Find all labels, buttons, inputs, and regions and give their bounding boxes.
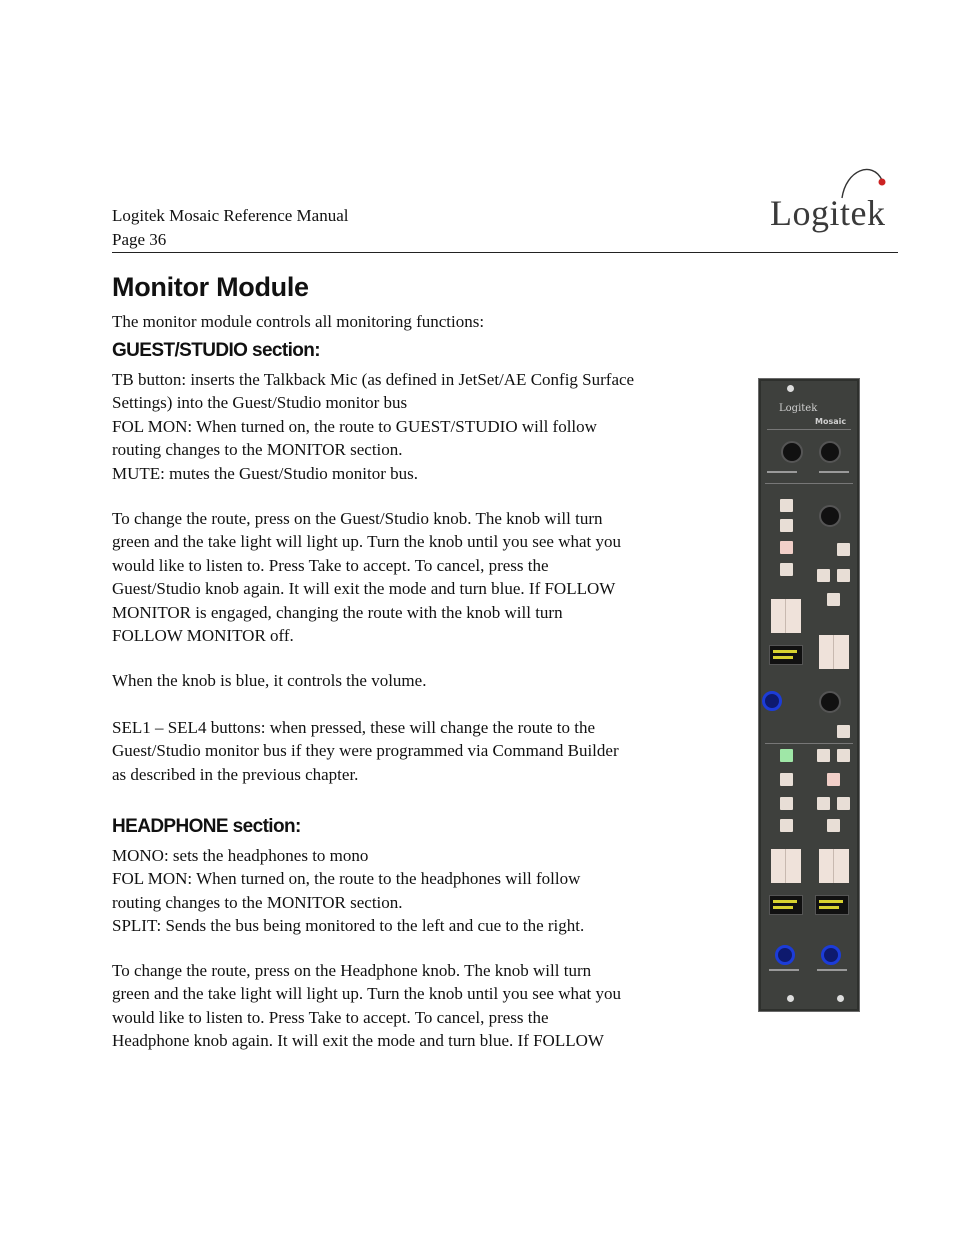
mute-button xyxy=(780,541,793,554)
fol-mon-button xyxy=(780,519,793,532)
panel-button xyxy=(780,563,793,576)
panel-button xyxy=(837,797,850,810)
panel-brand: Logitek xyxy=(779,403,818,414)
logitek-logo xyxy=(764,158,899,238)
monitor-knob xyxy=(819,505,841,527)
guest-studio-knob xyxy=(762,691,782,711)
panel-button-lit xyxy=(780,749,793,762)
sel-button-block xyxy=(819,635,849,669)
panel-button xyxy=(827,819,840,832)
oled-display xyxy=(769,645,803,665)
sel-button-block xyxy=(771,849,801,883)
section-heading-headphone: HEADPHONE section: xyxy=(112,816,301,837)
panel-button xyxy=(837,543,850,556)
oled-display xyxy=(815,895,849,915)
sel-button-block xyxy=(771,599,801,633)
monitor-module-photo xyxy=(758,378,860,1012)
take-button xyxy=(827,593,840,606)
paragraph-headphone-buttons: MONO: sets the headphones to mono FOL MON: When turned on, the route to the headphones will follow routing changes to the MONITOR section. SPLIT: Sends the bus being monitored to the left and cue to the right. xyxy=(112,846,585,936)
panel-button xyxy=(837,569,850,582)
mono-button xyxy=(780,773,793,786)
panel-button xyxy=(817,797,830,810)
headphone-knob xyxy=(775,945,795,965)
panel-label xyxy=(769,969,799,971)
panel-button xyxy=(817,569,830,582)
tb-button xyxy=(780,499,793,512)
page-number: Page 36 xyxy=(112,229,167,249)
screw-icon xyxy=(787,385,794,392)
panel-label xyxy=(767,471,797,473)
panel-button xyxy=(827,773,840,786)
intro-text: The monitor module controls all monitoring functions: xyxy=(112,312,485,331)
page-title: Monitor Module xyxy=(112,272,309,302)
screw-icon xyxy=(787,995,794,1002)
knob-icon xyxy=(781,441,803,463)
headphone-knob xyxy=(821,945,841,965)
panel-button xyxy=(817,749,830,762)
section-heading-guest-studio: GUEST/STUDIO section: xyxy=(112,340,321,361)
knob-icon xyxy=(819,691,841,713)
paragraph-knob-blue: When the knob is blue, it controls the volume. xyxy=(112,671,427,690)
logo-text: Logitek xyxy=(770,193,886,233)
paragraph-sel-buttons: SEL1 – SEL4 buttons: when pressed, these will change the route to the Guest/Studio monitor bus if they were programmed via Command Builder as described in the previous chapter. xyxy=(112,718,619,784)
split-button xyxy=(780,819,793,832)
panel-model: Mosaic xyxy=(815,417,847,426)
manual-title: Logitek Mosaic Reference Manual xyxy=(112,206,349,225)
oled-display xyxy=(769,895,803,915)
panel-divider xyxy=(767,429,851,430)
panel-label xyxy=(817,969,847,971)
fol-mon-button xyxy=(780,797,793,810)
knob-icon xyxy=(819,441,841,463)
page-header xyxy=(112,204,349,251)
header-rule xyxy=(112,252,898,253)
panel-label xyxy=(819,471,849,473)
panel-button xyxy=(837,725,850,738)
paragraph-guest-studio-route: To change the route, press on the Guest/Studio knob. The knob will turn green and the take light will light up. Turn the knob until you see what you would like to listen to. Press Take to accept. To cancel, press the Guest/Studio knob again. It will exit the mode and turn blue. If FOLLOW MONITOR is engaged, changing the route with the knob will turn FOLLOW MONITOR off. xyxy=(112,509,621,646)
sel-button-block xyxy=(819,849,849,883)
screw-icon xyxy=(837,995,844,1002)
panel-divider xyxy=(765,483,853,484)
panel-divider xyxy=(765,743,853,744)
paragraph-headphone-route: To change the route, press on the Headphone knob. The knob will turn green and the take light will light up. Turn the knob until you see what you would like to listen to. Press Take to accept. To cancel, press the Headphone knob again. It will exit the mode and turn blue. If FOLLOW xyxy=(112,961,621,1051)
panel-button xyxy=(837,749,850,762)
paragraph-guest-studio-buttons: TB button: inserts the Talkback Mic (as defined in JetSet/AE Config Surface Settings) into the Guest/Studio monitor bus FOL MON: When turned on, the route to GUEST/STUDIO will follow routing changes to the MONITOR section. MUTE: mutes the Guest/Studio monitor bus. xyxy=(112,370,635,483)
